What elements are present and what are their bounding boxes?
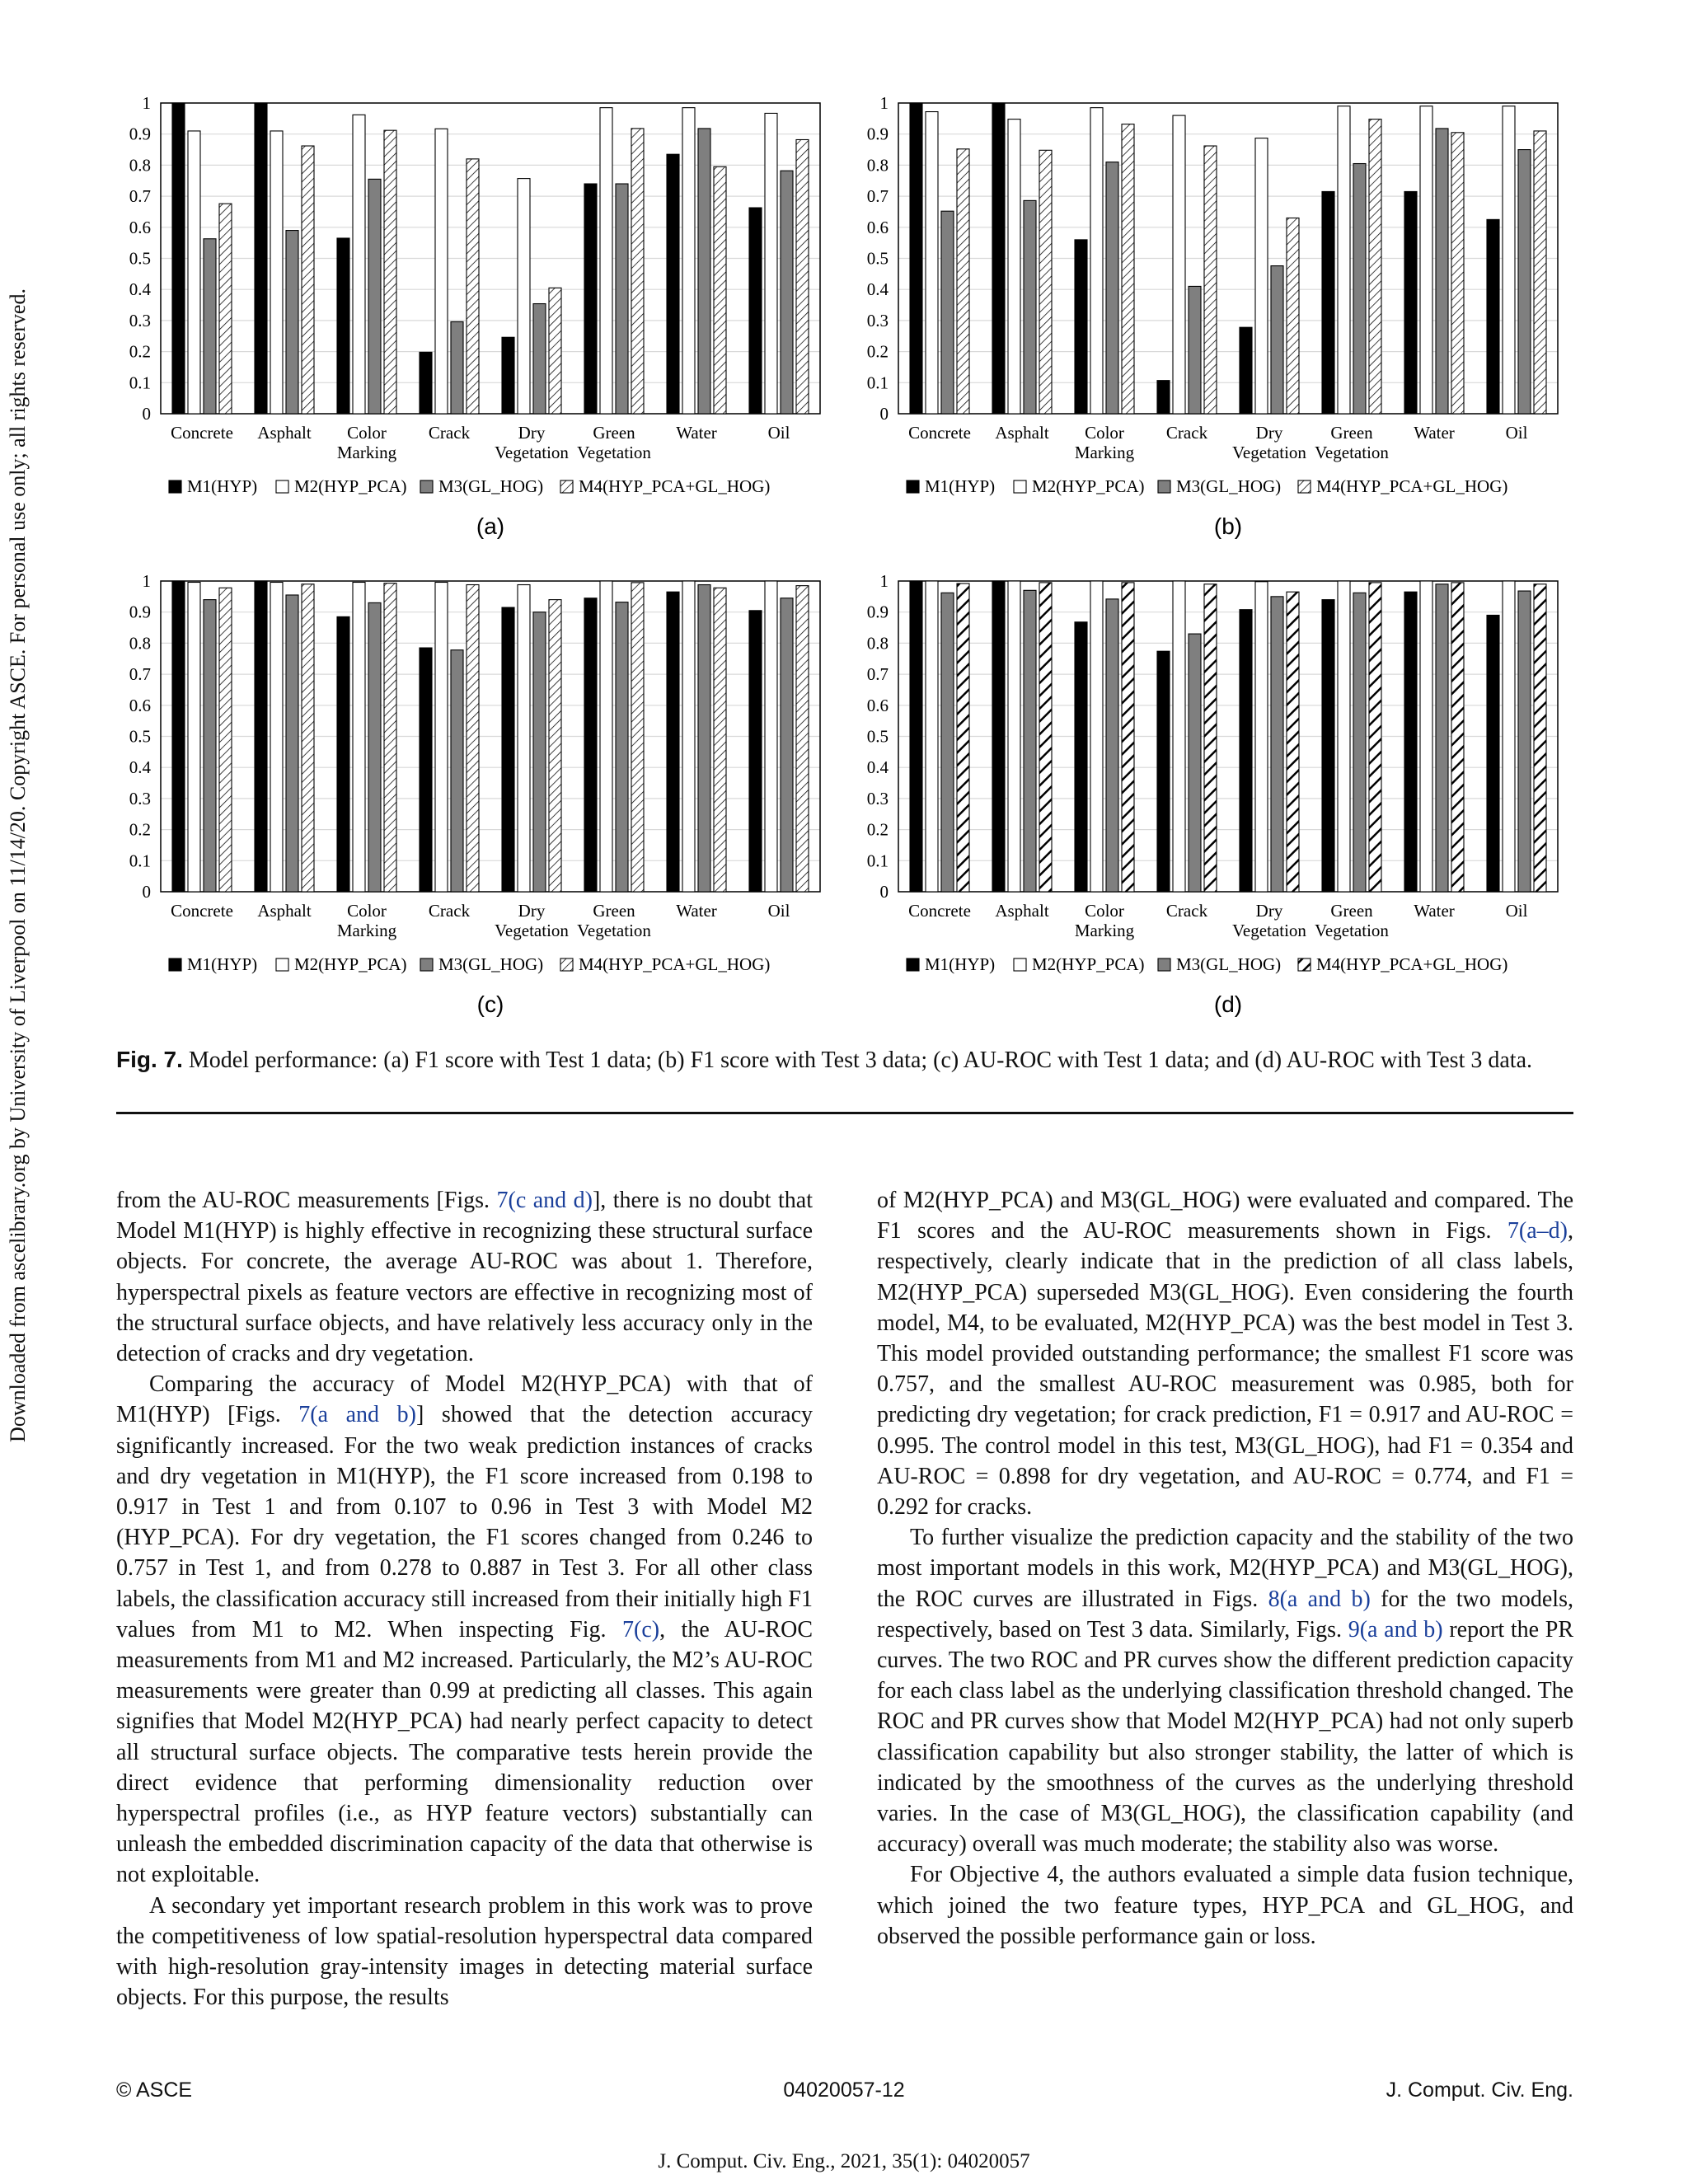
bar-m2-hyp-pca--5	[1338, 106, 1350, 414]
x-category-label: Marking	[1074, 443, 1135, 462]
bar-m3-gl-hog--4	[533, 304, 546, 414]
y-tick-label: 0.5	[129, 726, 151, 747]
bar-m3-gl-hog--0	[204, 600, 216, 892]
x-category-label: Marking	[1074, 921, 1135, 940]
bar-m1-hyp--7	[1487, 219, 1499, 414]
paragraph	[877, 1859, 1573, 1952]
y-tick-label: 0.6	[866, 695, 889, 715]
y-tick-label: 0.9	[129, 124, 151, 144]
paragraph-text: For Objective 4, the authors evaluated a simple data fusion technique, which joined the two feature types, HYP_PCA and GL_HOG, and observed the possible performance gain or loss.	[877, 1862, 1573, 1949]
paragraph-text: report the PR curves. The two ROC and PR curves show the different prediction capacity for each class label as the underlying classification threshold changed. The ROC and PR curves show that Model M2(HYP_PCA) had not only superb classification capability but also stronger stability, the latter of which is indicated by the smoothness of the curves as the underlying threshold varies. In the case of M3(GL_HOG), the classification capability (and accuracy) overall was much moderate; the stability also was worse.	[877, 1616, 1573, 1858]
bar-m1-hyp--1	[255, 581, 267, 892]
paragraph-text: of M2(HYP_PCA) and M3(GL_HOG) were evaluated and compared. The F1 scores and the AU-ROC measurements shown in Figs.	[877, 1188, 1573, 1244]
y-tick-label: 0.8	[866, 633, 889, 654]
x-category-label: Vegetation	[1315, 921, 1389, 940]
bar-m3-gl-hog--6	[698, 585, 710, 892]
bar-m3-gl-hog--7	[781, 598, 793, 892]
bar-m1-hyp--5	[584, 598, 597, 892]
bar-m4-hyp-pca-gl-hog--5	[631, 583, 644, 892]
x-category-label: Marking	[336, 443, 397, 462]
paragraph-text: for the two models, respectively, based on Test 3 data. Similarly, Figs.	[877, 1586, 1573, 1643]
x-category-label: Dry	[518, 423, 546, 443]
figure-reference-link[interactable]: 9(a and b)	[1348, 1616, 1443, 1643]
bar-m3-gl-hog--3	[1189, 286, 1201, 414]
bar-m4-hyp-pca-gl-hog--4	[549, 600, 561, 892]
y-tick-label: 0.7	[129, 186, 151, 207]
x-category-label: Asphalt	[257, 423, 312, 443]
figure-reference-link[interactable]: 8(a and b)	[1268, 1586, 1371, 1612]
y-tick-label: 0.8	[129, 633, 151, 654]
y-tick-label: 0.9	[866, 602, 889, 622]
x-category-label: Oil	[1505, 423, 1528, 443]
y-tick-label: 1	[879, 571, 889, 591]
y-tick-label: 0.4	[866, 279, 889, 300]
bar-m3-gl-hog--3	[451, 321, 463, 414]
y-tick-label: 0.8	[129, 155, 151, 176]
bar-chart-svg	[115, 82, 837, 544]
paragraph-text: , the AU-ROC measurements from M1 and M2 increased. Particularly, the M2’s AU-ROC measurements were greater than 0.99 at predicting all classes. This again signifies that Model M2(HYP_PCA) had nearly perfect capacity to detect all structural surface objects. The comparative tests herein provide the direct evidence that performing dimensionality reduction over hyperspectral profiles (i.e., as HYP feature vectors) substantially can unleash the embedded discrimination capacity of the data that otherwise is not exploitable.	[116, 1616, 813, 1888]
bar-m2-hyp-pca--4	[1255, 582, 1268, 892]
x-category-label: Green	[1330, 901, 1373, 921]
bar-m4-hyp-pca-gl-hog--6	[714, 588, 726, 892]
footer-copyright: © ASCE	[116, 2079, 193, 2102]
bar-m1-hyp--4	[1240, 610, 1252, 892]
paragraph-text: Comparing the accuracy of Model M2(HYP_PCA) with that of M1(HYP) [Figs.	[116, 1371, 813, 1428]
bar-m4-hyp-pca-gl-hog--3	[467, 585, 479, 892]
x-category-label: Color	[347, 901, 387, 921]
y-tick-label: 0.3	[866, 310, 889, 330]
bar-m2-hyp-pca--0	[188, 583, 200, 892]
x-category-label: Green	[1330, 423, 1373, 443]
footer-page-id: 04020057-12	[783, 2079, 905, 2102]
x-category-label: Color	[347, 423, 387, 443]
bar-m2-hyp-pca--7	[1503, 106, 1515, 414]
bar-m4-hyp-pca-gl-hog--5	[631, 129, 644, 414]
y-tick-label: 0.4	[129, 757, 151, 778]
y-tick-label: 0.1	[129, 373, 151, 393]
legend-swatch	[560, 958, 573, 971]
bar-m2-hyp-pca--2	[1090, 581, 1103, 892]
bar-m2-hyp-pca--0	[926, 581, 938, 892]
bar-m4-hyp-pca-gl-hog--6	[1451, 133, 1464, 414]
x-category-label: Vegetation	[495, 443, 569, 462]
bar-m2-hyp-pca--2	[353, 115, 365, 414]
x-category-label: Concrete	[908, 423, 971, 443]
paragraph	[116, 1185, 813, 1369]
y-tick-label: 0.7	[129, 664, 151, 685]
bar-m4-hyp-pca-gl-hog--0	[219, 588, 232, 892]
bar-m1-hyp--6	[667, 154, 679, 414]
bar-m3-gl-hog--6	[1436, 129, 1448, 414]
bar-m3-gl-hog--6	[1436, 584, 1448, 892]
figure-caption	[116, 1044, 1573, 1076]
bar-m3-gl-hog--5	[616, 602, 628, 892]
x-category-label: Color	[1085, 901, 1124, 921]
caption-rule	[116, 1112, 1573, 1114]
bar-m2-hyp-pca--5	[600, 581, 612, 892]
legend-swatch	[1158, 480, 1170, 493]
bar-m4-hyp-pca-gl-hog--2	[1122, 583, 1134, 892]
bar-m1-hyp--2	[1075, 240, 1087, 414]
bar-m2-hyp-pca--3	[1173, 581, 1185, 892]
bar-m4-hyp-pca-gl-hog--7	[796, 586, 809, 892]
x-category-label: Dry	[1255, 901, 1283, 921]
bar-m2-hyp-pca--6	[682, 581, 695, 892]
bar-chart-svg	[853, 560, 1574, 1022]
bar-m3-gl-hog--0	[941, 593, 954, 892]
x-category-label: Color	[1085, 423, 1124, 443]
bar-m1-hyp--6	[1404, 592, 1417, 892]
y-tick-label: 0.6	[129, 217, 151, 237]
panel-label: (c)	[476, 991, 504, 1017]
bar-m4-hyp-pca-gl-hog--2	[1122, 124, 1134, 414]
legend-label: M1(HYP)	[925, 954, 996, 974]
bar-m2-hyp-pca--3	[1173, 115, 1185, 414]
y-tick-label: 0.2	[866, 819, 889, 840]
legend-label: M4(HYP_PCA+GL_HOG)	[1316, 954, 1508, 974]
x-category-label: Green	[593, 901, 635, 921]
legend-label: M2(HYP_PCA)	[294, 954, 407, 974]
bar-m4-hyp-pca-gl-hog--0	[957, 583, 969, 892]
bar-m1-hyp--5	[1322, 191, 1334, 414]
x-category-label: Vegetation	[577, 443, 651, 462]
legend-swatch	[276, 958, 288, 971]
figure-reference-link[interactable]: 7(a and b)	[298, 1402, 416, 1428]
bar-m1-hyp--3	[420, 352, 432, 414]
legend-swatch	[1298, 480, 1311, 493]
chart-a	[115, 82, 837, 544]
y-tick-label: 0.5	[129, 248, 151, 269]
bar-m3-gl-hog--1	[1024, 590, 1036, 892]
x-category-label: Crack	[428, 901, 471, 921]
legend-label: M3(GL_HOG)	[438, 954, 544, 974]
bar-m4-hyp-pca-gl-hog--1	[1039, 583, 1052, 892]
bar-m2-hyp-pca--2	[353, 583, 365, 892]
y-tick-label: 0	[879, 882, 889, 902]
bar-m4-hyp-pca-gl-hog--1	[302, 146, 314, 414]
bar-m4-hyp-pca-gl-hog--5	[1369, 120, 1381, 414]
bar-m3-gl-hog--6	[698, 129, 710, 414]
x-category-label: Vegetation	[1232, 921, 1306, 940]
bar-m2-hyp-pca--1	[1008, 120, 1020, 414]
y-tick-label: 0.6	[129, 695, 151, 715]
y-tick-label: 0.8	[866, 155, 889, 176]
bar-m2-hyp-pca--7	[1503, 581, 1515, 892]
download-notice-sidebar	[0, 0, 36, 2184]
paragraph	[877, 1522, 1573, 1859]
legend-swatch	[420, 958, 433, 971]
y-tick-label: 0.2	[129, 819, 151, 840]
chart-c	[115, 560, 837, 1022]
bar-m2-hyp-pca--0	[188, 131, 200, 414]
bar-m4-hyp-pca-gl-hog--4	[549, 288, 561, 414]
bar-m3-gl-hog--2	[368, 179, 381, 414]
y-tick-label: 0.1	[129, 851, 151, 871]
bar-m3-gl-hog--7	[781, 171, 793, 414]
y-tick-label: 1	[142, 571, 151, 591]
x-category-label: Oil	[767, 423, 790, 443]
bar-m2-hyp-pca--4	[518, 179, 530, 414]
y-tick-label: 0.1	[866, 373, 889, 393]
legend-swatch	[276, 480, 288, 493]
bar-m4-hyp-pca-gl-hog--1	[1039, 150, 1052, 414]
x-category-label: Marking	[336, 921, 397, 940]
y-tick-label: 0.7	[866, 186, 889, 207]
y-tick-label: 0.9	[129, 602, 151, 622]
legend-swatch	[560, 480, 573, 493]
x-category-label: Water	[1414, 901, 1455, 921]
bar-m4-hyp-pca-gl-hog--4	[1287, 218, 1299, 414]
bar-m2-hyp-pca--4	[1255, 138, 1268, 414]
bar-m3-gl-hog--4	[1271, 266, 1283, 414]
legend-swatch	[420, 480, 433, 493]
bar-m3-gl-hog--2	[368, 602, 381, 892]
bar-m1-hyp--0	[172, 103, 185, 414]
panel-label: (b)	[1213, 513, 1243, 539]
paragraph	[116, 1369, 813, 1890]
y-tick-label: 0.1	[866, 851, 889, 871]
left-column	[116, 1185, 813, 2013]
bar-m1-hyp--1	[255, 103, 267, 414]
y-tick-label: 0.5	[866, 726, 889, 747]
right-column	[877, 1185, 1573, 1952]
x-category-label: Crack	[428, 423, 471, 443]
bar-m3-gl-hog--3	[1189, 634, 1201, 892]
paragraph-text: from the AU-ROC measurements [Figs.	[116, 1188, 497, 1213]
y-tick-label: 0.3	[129, 788, 151, 808]
y-tick-label: 0.9	[866, 124, 889, 144]
figure-caption-text: Model performance: (a) F1 score with Test 1 data; (b) F1 score with Test 3 data; (c) AU-ROC with Test 1 data; and (d) AU-ROC with Test 3 data.	[182, 1047, 1532, 1073]
bar-m3-gl-hog--0	[941, 211, 954, 414]
citation-line: J. Comput. Civ. Eng., 2021, 35(1): 04020057	[658, 2150, 1030, 2172]
x-category-label: Green	[593, 423, 635, 443]
bar-m4-hyp-pca-gl-hog--3	[1204, 584, 1217, 892]
bar-m1-hyp--6	[1404, 191, 1417, 414]
bar-chart-svg	[853, 82, 1574, 544]
bar-m4-hyp-pca-gl-hog--1	[302, 584, 314, 892]
y-tick-label: 0.5	[866, 248, 889, 269]
legend-swatch	[1014, 480, 1026, 493]
legend-label: M3(GL_HOG)	[438, 476, 544, 496]
x-category-label: Dry	[1255, 423, 1283, 443]
bar-m4-hyp-pca-gl-hog--7	[1534, 584, 1546, 892]
y-tick-label: 0.7	[866, 664, 889, 685]
x-category-label: Vegetation	[1232, 443, 1306, 462]
x-category-label: Vegetation	[1315, 443, 1389, 462]
bar-m3-gl-hog--2	[1106, 599, 1118, 892]
bar-m1-hyp--2	[337, 616, 349, 892]
x-category-label: Oil	[1505, 901, 1528, 921]
bar-m2-hyp-pca--4	[518, 585, 530, 892]
figure-reference-link[interactable]: 7(c and d)	[496, 1188, 593, 1213]
bar-m2-hyp-pca--3	[435, 583, 448, 892]
x-category-label: Water	[1414, 423, 1455, 443]
bar-m1-hyp--0	[910, 581, 922, 892]
y-tick-label: 0	[142, 404, 151, 424]
legend-label: M1(HYP)	[187, 954, 258, 974]
bar-m3-gl-hog--5	[616, 184, 628, 414]
y-tick-label: 0.4	[866, 757, 889, 778]
bar-m1-hyp--7	[749, 611, 762, 892]
bar-m3-gl-hog--4	[533, 612, 546, 892]
legend-label: M4(HYP_PCA+GL_HOG)	[579, 954, 771, 974]
paragraph-text: , respectively, clearly indicate that in the prediction of all class labels, M2(HYP_PCA) superseded M3(GL_HOG). Even considering the fourth model, M4, to be evaluated, M2(HYP_PCA) was the best model in Test 3. This model provided outstanding performance; the smallest F1 score was 0.757, and the smallest AU-ROC measurement was 0.985, both for predicting dry vegetation; for crack prediction, F1 = 0.917 and AU-ROC = 0.995. The control model in this test, M3(GL_HOG), had F1 = 0.354 and AU-ROC = 0.898 for dry vegetation, and AU-ROC = 0.774, and F1 = 0.292 for cracks.	[877, 1218, 1573, 1521]
bar-m4-hyp-pca-gl-hog--7	[796, 139, 809, 414]
x-category-label: Asphalt	[257, 901, 312, 921]
legend-swatch	[169, 958, 181, 971]
legend-swatch	[907, 958, 919, 971]
y-tick-label: 0	[142, 882, 151, 902]
y-tick-label: 0	[879, 404, 889, 424]
bar-m2-hyp-pca--0	[926, 112, 938, 414]
bar-m1-hyp--4	[502, 337, 514, 414]
bar-m3-gl-hog--7	[1518, 591, 1531, 892]
x-category-label: Oil	[767, 901, 790, 921]
bar-m1-hyp--4	[502, 607, 514, 892]
paragraph-text: ] showed that the detection accuracy significantly increased. For the two weak prediction instances of cracks and dry vegetation in M1(HYP), the F1 score increased from 0.198 to 0.917 in Test 1 and from 0.107 to 0.96 in Test 3 with Model M2 (HYP_PCA). For dry vegetation, the F1 scores changed from 0.246 to 0.757 in Test 1, and from 0.278 to 0.887 in Test 3. For all other class labels, the classification accuracy still increased from their initially high F1 values from M1 to M2. When inspecting Fig.	[116, 1402, 813, 1643]
chart-d	[853, 560, 1574, 1022]
bar-m4-hyp-pca-gl-hog--5	[1369, 583, 1381, 892]
bar-m2-hyp-pca--7	[765, 113, 777, 414]
legend-label: M2(HYP_PCA)	[294, 476, 407, 496]
legend-label: M2(HYP_PCA)	[1032, 476, 1145, 496]
bar-m3-gl-hog--5	[1353, 593, 1366, 892]
x-category-label: Water	[676, 423, 717, 443]
y-tick-label: 0.3	[129, 310, 151, 330]
bar-m3-gl-hog--7	[1518, 150, 1531, 414]
bar-m3-gl-hog--4	[1271, 597, 1283, 892]
bar-m1-hyp--0	[172, 581, 185, 892]
bar-m2-hyp-pca--2	[1090, 108, 1103, 414]
bar-m2-hyp-pca--1	[1008, 581, 1020, 892]
legend-label: M4(HYP_PCA+GL_HOG)	[1316, 476, 1508, 496]
x-category-label: Crack	[1165, 901, 1208, 921]
bar-m4-hyp-pca-gl-hog--3	[467, 159, 479, 414]
x-category-label: Vegetation	[577, 921, 651, 940]
paragraph	[877, 1185, 1573, 1522]
x-category-label: Concrete	[908, 901, 971, 921]
legend-label: M4(HYP_PCA+GL_HOG)	[579, 476, 771, 496]
bar-m2-hyp-pca--6	[682, 108, 695, 414]
legend-label: M1(HYP)	[187, 476, 258, 496]
y-tick-label: 0.2	[866, 341, 889, 362]
y-tick-label: 0.4	[129, 279, 151, 300]
bar-m3-gl-hog--0	[204, 239, 216, 414]
bar-m2-hyp-pca--6	[1420, 581, 1432, 892]
bar-m1-hyp--5	[584, 184, 597, 414]
bar-m1-hyp--1	[992, 103, 1005, 414]
legend-label: M2(HYP_PCA)	[1032, 954, 1145, 974]
bar-m4-hyp-pca-gl-hog--7	[1534, 131, 1546, 414]
figure-reference-link[interactable]: 7(c)	[622, 1616, 660, 1643]
bar-m3-gl-hog--3	[451, 650, 463, 892]
paragraph-text: To further visualize the prediction capacity and the stability of the two most important models in this work, M2(HYP_PCA) and M3(GL_HOG), the ROC curves are illustrated in Figs.	[877, 1525, 1573, 1612]
x-category-label: Asphalt	[995, 423, 1049, 443]
x-category-label: Concrete	[171, 423, 233, 443]
bar-m4-hyp-pca-gl-hog--3	[1204, 146, 1217, 414]
bar-m3-gl-hog--5	[1353, 164, 1366, 414]
bar-m4-hyp-pca-gl-hog--6	[1451, 583, 1464, 892]
bar-m4-hyp-pca-gl-hog--0	[957, 149, 969, 414]
legend-label: M3(GL_HOG)	[1176, 954, 1282, 974]
x-category-label: Dry	[518, 901, 546, 921]
bar-m1-hyp--5	[1322, 600, 1334, 892]
legend-label: M1(HYP)	[925, 476, 996, 496]
x-category-label: Crack	[1165, 423, 1208, 443]
y-tick-label: 1	[142, 93, 151, 113]
bar-m2-hyp-pca--5	[600, 108, 612, 414]
figure-label: Fig. 7.	[116, 1047, 183, 1072]
legend-swatch	[907, 480, 919, 493]
legend-label: M3(GL_HOG)	[1176, 476, 1282, 496]
bar-m2-hyp-pca--1	[270, 131, 283, 414]
bar-m3-gl-hog--1	[286, 231, 298, 414]
bar-m2-hyp-pca--5	[1338, 581, 1350, 892]
bar-m4-hyp-pca-gl-hog--0	[219, 204, 232, 414]
bar-m2-hyp-pca--6	[1420, 106, 1432, 414]
x-category-label: Vegetation	[495, 921, 569, 940]
bar-m2-hyp-pca--1	[270, 583, 283, 892]
bar-m1-hyp--6	[667, 592, 679, 892]
bar-m4-hyp-pca-gl-hog--2	[384, 130, 396, 414]
y-tick-label: 0.6	[866, 217, 889, 237]
bar-m1-hyp--0	[910, 103, 922, 414]
panel-label: (a)	[476, 513, 505, 539]
bar-m1-hyp--3	[420, 648, 432, 892]
download-notice-text: Downloaded from ascelibrary.org by University of Liverpool on 11/14/20. Copyright ASCE. For personal use only; all rights reserved.	[6, 288, 30, 1442]
bar-m1-hyp--3	[1157, 381, 1170, 414]
x-category-label: Asphalt	[995, 901, 1049, 921]
chart-b	[853, 82, 1574, 544]
paragraph-text: A secondary yet important research problem in this work was to prove the competitiveness of low spatial-resolution hyperspectral data compared with high-resolution gray-intensity images in detecting material surface objects. For this purpose, the results	[116, 1892, 813, 2011]
bar-m3-gl-hog--1	[286, 595, 298, 892]
legend-swatch	[1158, 958, 1170, 971]
y-tick-label: 0.2	[129, 341, 151, 362]
bar-m1-hyp--1	[992, 581, 1005, 892]
bar-m1-hyp--7	[1487, 615, 1499, 892]
bar-m1-hyp--7	[749, 208, 762, 414]
bar-m1-hyp--2	[337, 238, 349, 414]
bar-m1-hyp--4	[1240, 327, 1252, 414]
footer-journal: J. Comput. Civ. Eng.	[1386, 2079, 1573, 2102]
bar-m4-hyp-pca-gl-hog--4	[1287, 592, 1299, 892]
bar-m2-hyp-pca--3	[435, 129, 448, 414]
bar-m3-gl-hog--2	[1106, 162, 1118, 414]
bar-m1-hyp--2	[1075, 622, 1087, 892]
figure-reference-link[interactable]: 7(a–d)	[1507, 1218, 1568, 1244]
bar-m2-hyp-pca--7	[765, 581, 777, 892]
bar-chart-svg	[115, 560, 837, 1022]
x-category-label: Water	[676, 901, 717, 921]
bar-m1-hyp--3	[1157, 651, 1170, 892]
paragraph-text: ], there is no doubt that Model M1(HYP) is highly effective in recognizing these structural surface objects. For concrete, the average AU-ROC was about 1. Therefore, hyperspectral pixels as feature vectors are effective in recognizing most of the structural surface objects, and have relatively less accuracy only in the detection of cracks and dry vegetation.	[116, 1188, 813, 1367]
paragraph	[116, 1891, 813, 2013]
legend-swatch	[1014, 958, 1026, 971]
bar-m4-hyp-pca-gl-hog--6	[714, 166, 726, 414]
panel-label: (d)	[1213, 991, 1243, 1017]
y-tick-label: 0.3	[866, 788, 889, 808]
legend-swatch	[1298, 958, 1311, 971]
y-tick-label: 1	[879, 93, 889, 113]
x-category-label: Concrete	[171, 901, 233, 921]
legend-swatch	[169, 480, 181, 493]
bar-m4-hyp-pca-gl-hog--2	[384, 583, 396, 892]
bar-m3-gl-hog--1	[1024, 200, 1036, 414]
